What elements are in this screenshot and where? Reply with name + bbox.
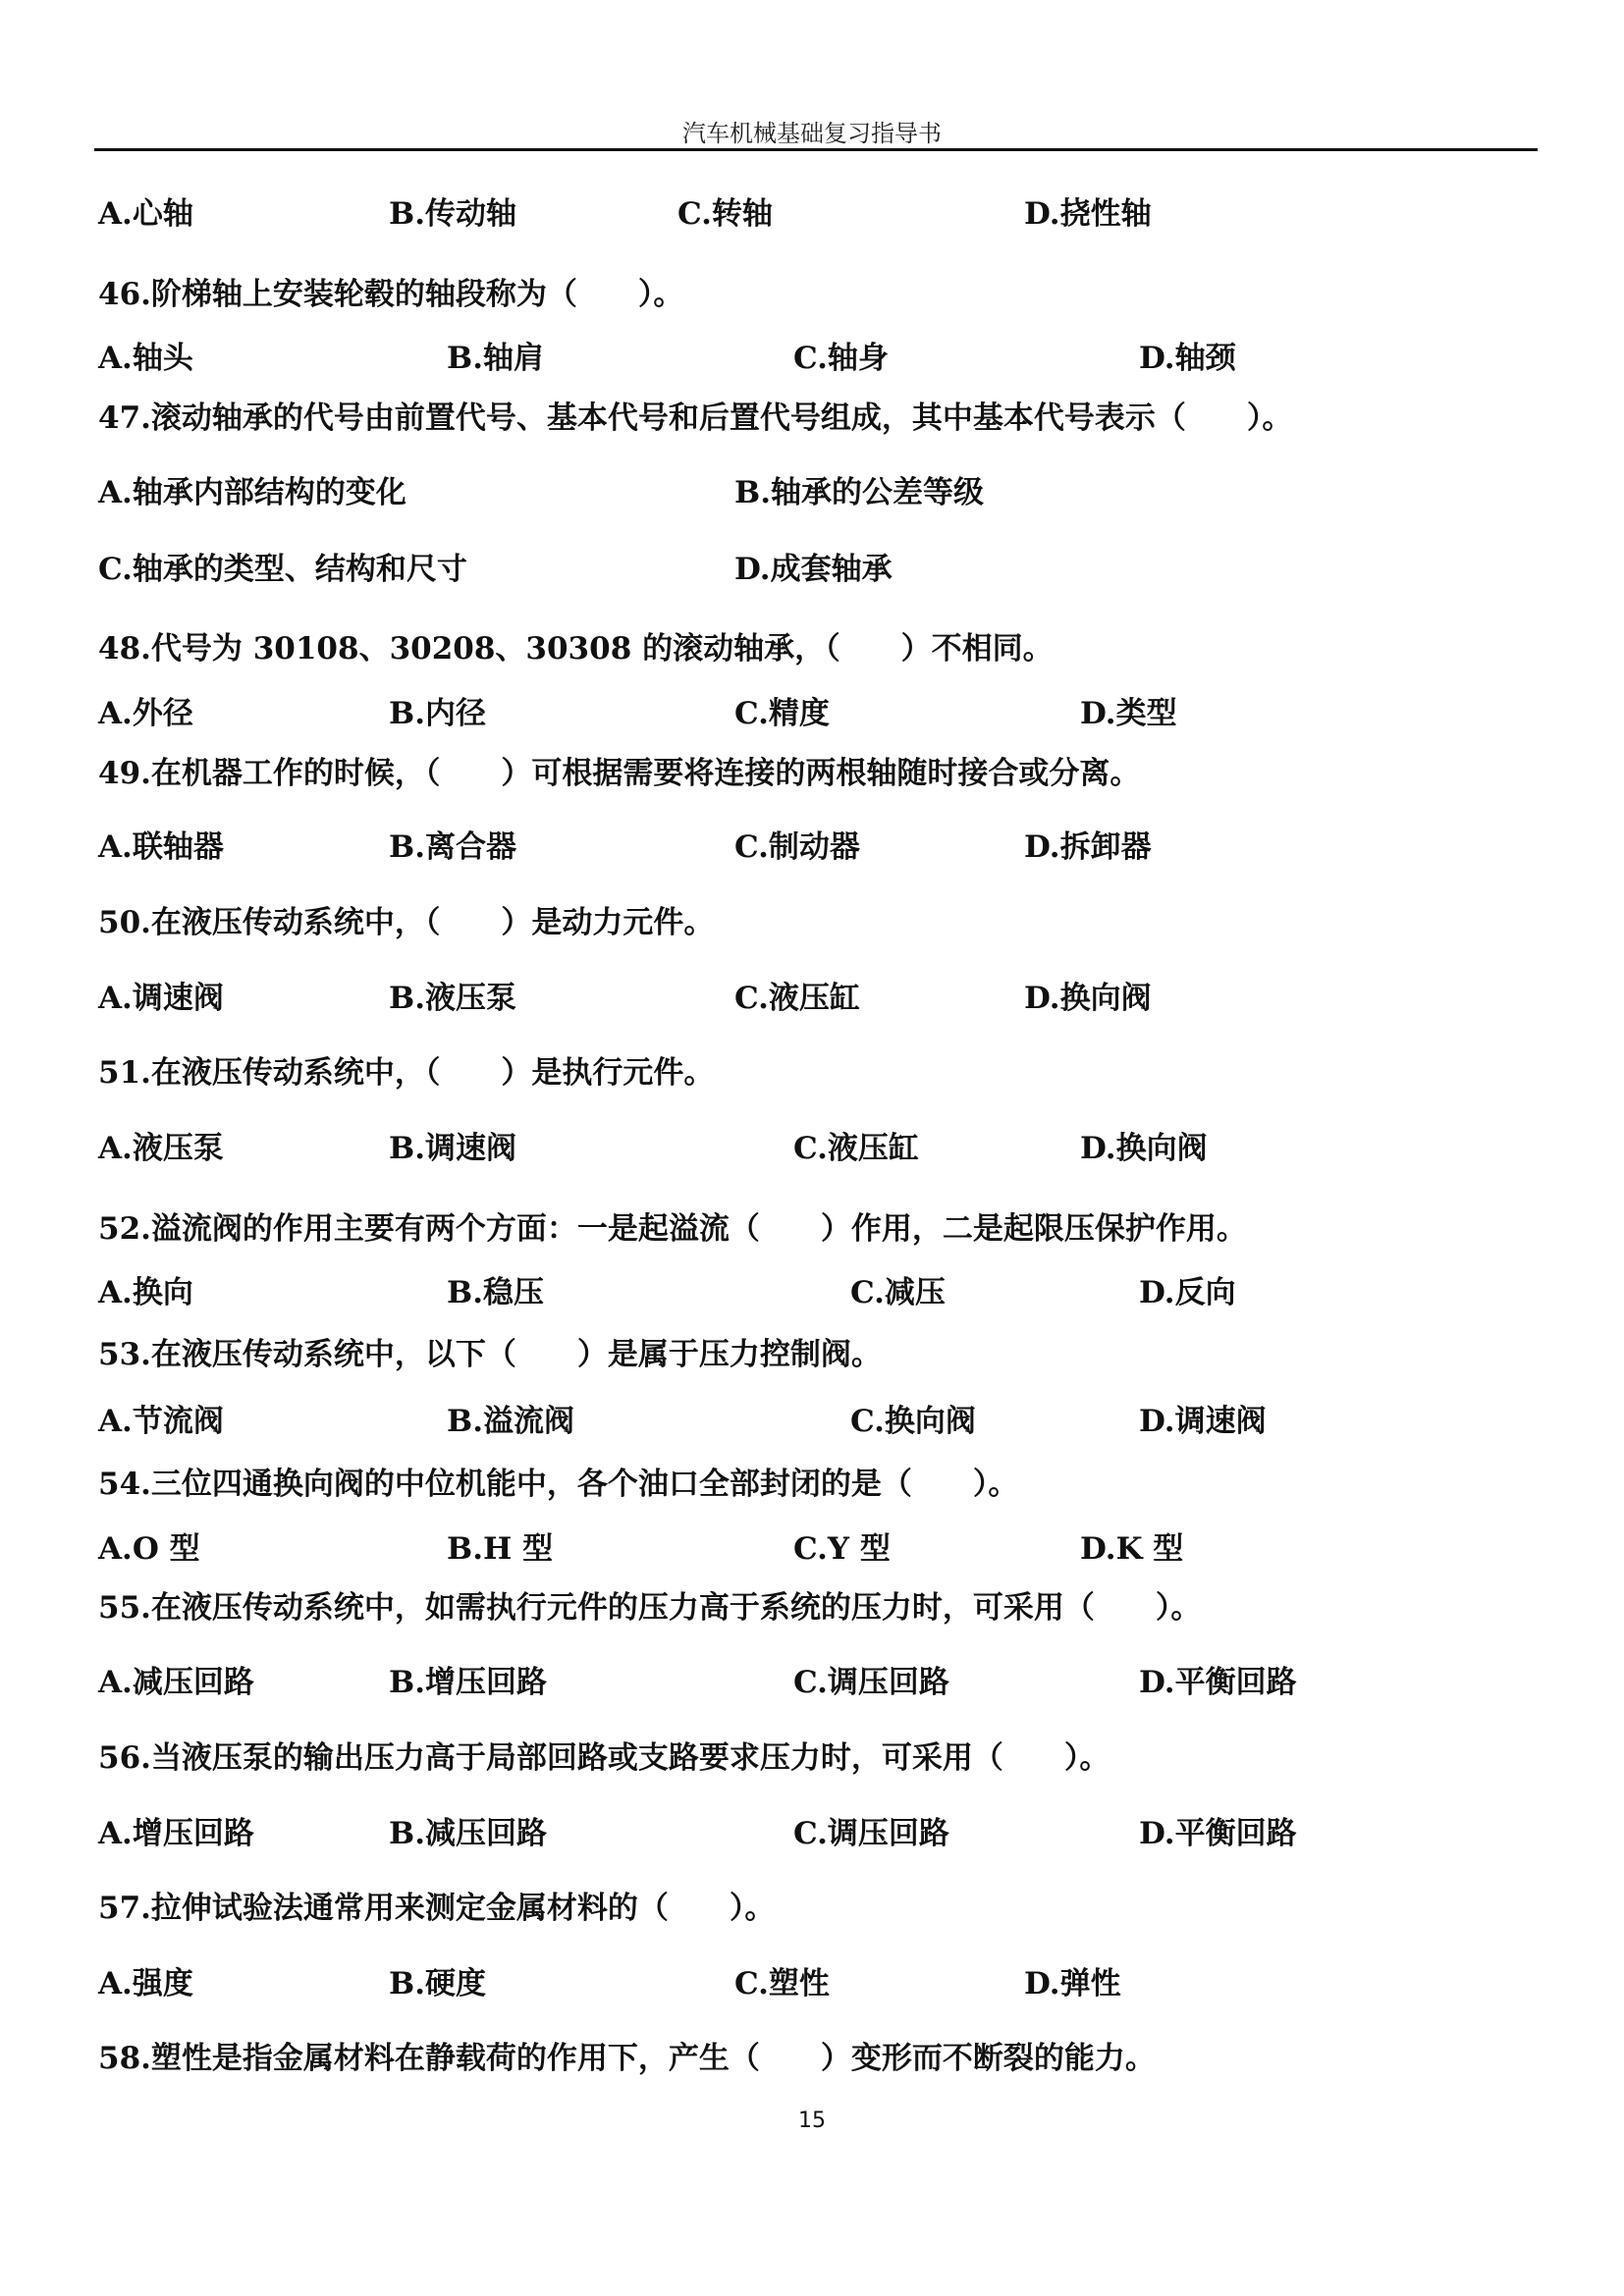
option: D.拆卸器 — [1024, 829, 1152, 865]
option: C.轴承的类型、结构和尺寸 — [98, 552, 467, 587]
option: B.离合器 — [389, 829, 516, 865]
question-text: 48.代号为 30108、30208、30308 的滚动轴承，（ ）不相同。 — [98, 631, 1054, 667]
option: B.传动轴 — [389, 196, 516, 232]
option: C.调压回路 — [793, 1816, 949, 1851]
option: D.类型 — [1080, 696, 1177, 731]
header-rule — [94, 148, 1538, 151]
option: B.溢流阀 — [447, 1404, 574, 1439]
option: A.强度 — [98, 1966, 193, 2002]
option: C.减压 — [850, 1275, 946, 1310]
question-text: 51.在液压传动系统中，（ ）是执行元件。 — [98, 1055, 715, 1091]
option: A.心轴 — [98, 196, 193, 232]
option: B.轴承的公差等级 — [734, 475, 984, 510]
option: C.轴身 — [793, 341, 889, 376]
question-text: 58.塑性是指金属材料在静载荷的作用下，产生（ ）变形而不断裂的能力。 — [98, 2041, 1156, 2076]
option: A.调速阀 — [98, 981, 224, 1016]
option: B.硬度 — [389, 1966, 486, 2002]
option: A.轴头 — [98, 341, 193, 376]
question-text: 56.当液压泵的输出压力高于局部回路或支路要求压力时，可采用（ ）。 — [98, 1740, 1110, 1776]
option: B.H 型 — [447, 1531, 554, 1567]
question-text: 54.三位四通换向阀的中位机能中，各个油口全部封闭的是（ ）。 — [98, 1467, 1019, 1502]
option: A.液压泵 — [98, 1131, 224, 1166]
question-text: 50.在液压传动系统中，（ ）是动力元件。 — [98, 905, 715, 940]
option: A.换向 — [98, 1275, 193, 1310]
option: C.换向阀 — [850, 1404, 976, 1439]
option: D.换向阀 — [1024, 981, 1152, 1016]
option: D.反向 — [1139, 1275, 1236, 1310]
question-text: 46.阶梯轴上安装轮毂的轴段称为（ ）。 — [98, 277, 684, 312]
option: C.转轴 — [677, 196, 773, 232]
option: C.液压缸 — [734, 981, 860, 1016]
question-text: 49.在机器工作的时候，（ ）可根据需要将连接的两根轴随时接合或分离。 — [98, 756, 1141, 791]
option: D.换向阀 — [1080, 1131, 1208, 1166]
question-text: 47.滚动轴承的代号由前置代号、基本代号和后置代号组成，其中基本代号表示（ ）。 — [98, 400, 1293, 436]
option: D.轴颈 — [1139, 341, 1236, 376]
question-text: 55.在液压传动系统中，如需执行元件的压力高于系统的压力时，可采用（ ）。 — [98, 1590, 1202, 1626]
option: A.联轴器 — [98, 829, 224, 865]
option: C.精度 — [734, 696, 830, 731]
option: A.轴承内部结构的变化 — [98, 475, 406, 510]
question-text: 52.溢流阀的作用主要有两个方面：一是起溢流（ ）作用，二是起限压保护作用。 — [98, 1211, 1247, 1247]
option: C.液压缸 — [793, 1131, 919, 1166]
option: B.增压回路 — [389, 1665, 547, 1700]
option: D.平衡回路 — [1139, 1665, 1297, 1700]
option: B.内径 — [389, 696, 486, 731]
option: B.减压回路 — [389, 1816, 547, 1851]
option: C.Y 型 — [793, 1531, 891, 1567]
option: A.O 型 — [98, 1531, 200, 1567]
option: D.调速阀 — [1139, 1404, 1267, 1439]
option: A.节流阀 — [98, 1404, 224, 1439]
option: D.挠性轴 — [1024, 196, 1152, 232]
option: D.成套轴承 — [734, 552, 893, 587]
option: B.轴肩 — [447, 341, 544, 376]
option: B.液压泵 — [389, 981, 516, 1016]
page-number: 15 — [798, 2109, 826, 2133]
option: D.弹性 — [1024, 1966, 1121, 2002]
option: B.调速阀 — [389, 1131, 516, 1166]
running-header: 汽车机械基础复习指导书 — [682, 120, 942, 147]
option: D.平衡回路 — [1139, 1816, 1297, 1851]
option: C.塑性 — [734, 1966, 830, 2002]
question-text: 53.在液压传动系统中，以下（ ）是属于压力控制阀。 — [98, 1337, 882, 1372]
option: C.调压回路 — [793, 1665, 949, 1700]
option: A.减压回路 — [98, 1665, 254, 1700]
option: A.外径 — [98, 696, 193, 731]
option: B.稳压 — [447, 1275, 544, 1310]
option: A.增压回路 — [98, 1816, 254, 1851]
question-text: 57.拉伸试验法通常用来测定金属材料的（ ）。 — [98, 1891, 776, 1926]
option: C.制动器 — [734, 829, 860, 865]
option: D.K 型 — [1080, 1531, 1184, 1567]
